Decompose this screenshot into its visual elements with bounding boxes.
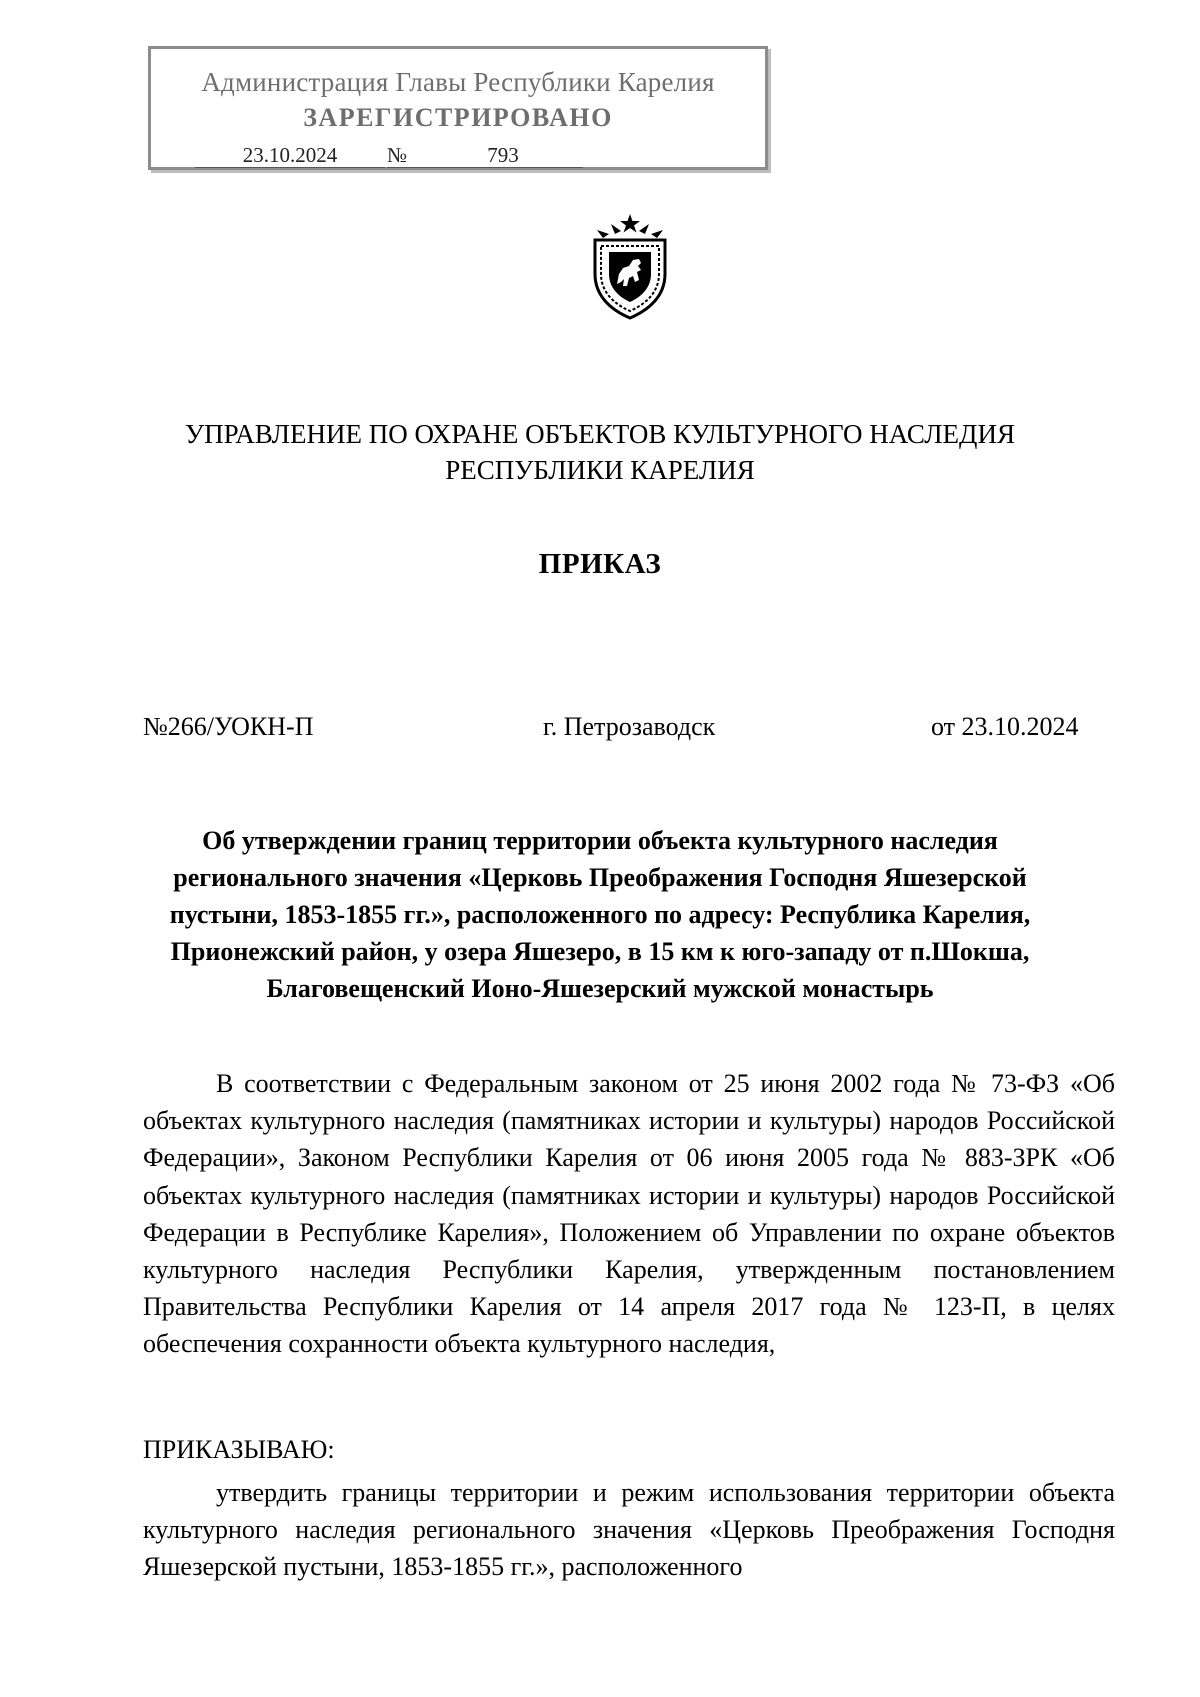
document-type-title: ПРИКАЗ	[538, 548, 662, 580]
stamp-date: 23.10.2024	[195, 143, 385, 168]
order-subject	[150, 822, 1050, 1007]
decision-paragraph: утвердить границы территории и режим использования территории объекта культурного наследия регионального значения «Церковь Преображения Господня Яшезерской пустыни, 1853-1855 гг.», расположенного	[143, 1478, 1115, 1582]
order-date: от 23.10.2024	[931, 712, 1079, 741]
subject-line: пустыни, 1853-1855 гг.», расположенного по адресу: Республика Карелия,	[169, 900, 1031, 929]
subject-line: Прионежский район, у озера Яшезеро, в 15 км к юго-западу от п.Шокша,	[170, 937, 1030, 966]
stamp-status: ЗАРЕГИСТРИРОВАНО	[303, 103, 613, 132]
legal-basis-paragraph: В соответствии с Федеральным законом от 25 июня 2002 года № 73-ФЗ «Об объектах культурного наследия (памятниках истории и культуры) народов Российской Федерации», Законом Республики Карелия от 06 июня 2005 года № 883-ЗРК «Об объектах культурного наследия (памятниках истории и культуры) народов Российской Федерации в Республике Карелия», Положением об Управлении по охране объектов культурного наследия Республики Карелия, утвержденным постановлением Правительства Республики Карелия от 14 апреля 2017 года № 123-П, в целях обеспечения сохранности объекта культурного наследия,	[143, 1069, 1115, 1359]
karelia-coat-of-arms-icon	[585, 212, 675, 322]
order-number: №266/УОКН-П	[143, 712, 314, 741]
registration-stamp	[148, 46, 768, 170]
subject-line: Благовещенский Ионо-Яшезерский мужской монастырь	[266, 974, 934, 1003]
agency-name	[0, 416, 1200, 488]
order-city: г. Петрозаводск	[543, 712, 716, 741]
subject-line: Об утверждении границ территории объекта культурного наследия	[202, 826, 998, 855]
stamp-number: 793	[423, 143, 583, 168]
stamp-organization: Администрация Главы Республики Карелия	[201, 67, 715, 97]
agency-name-line1: УПРАВЛЕНИЕ ПО ОХРАНЕ ОБЪЕКТОВ КУЛЬТУРНОГО НАСЛЕДИЯ	[185, 419, 1015, 449]
subject-line: регионального значения «Церковь Преображения Господня Яшезерской	[173, 863, 1027, 892]
agency-name-line2: РЕСПУБЛИКИ КАРЕЛИЯ	[445, 455, 755, 485]
order-directive-word: ПРИКАЗЫВАЮ:	[143, 1435, 335, 1464]
stamp-number-sign: №	[387, 143, 423, 168]
